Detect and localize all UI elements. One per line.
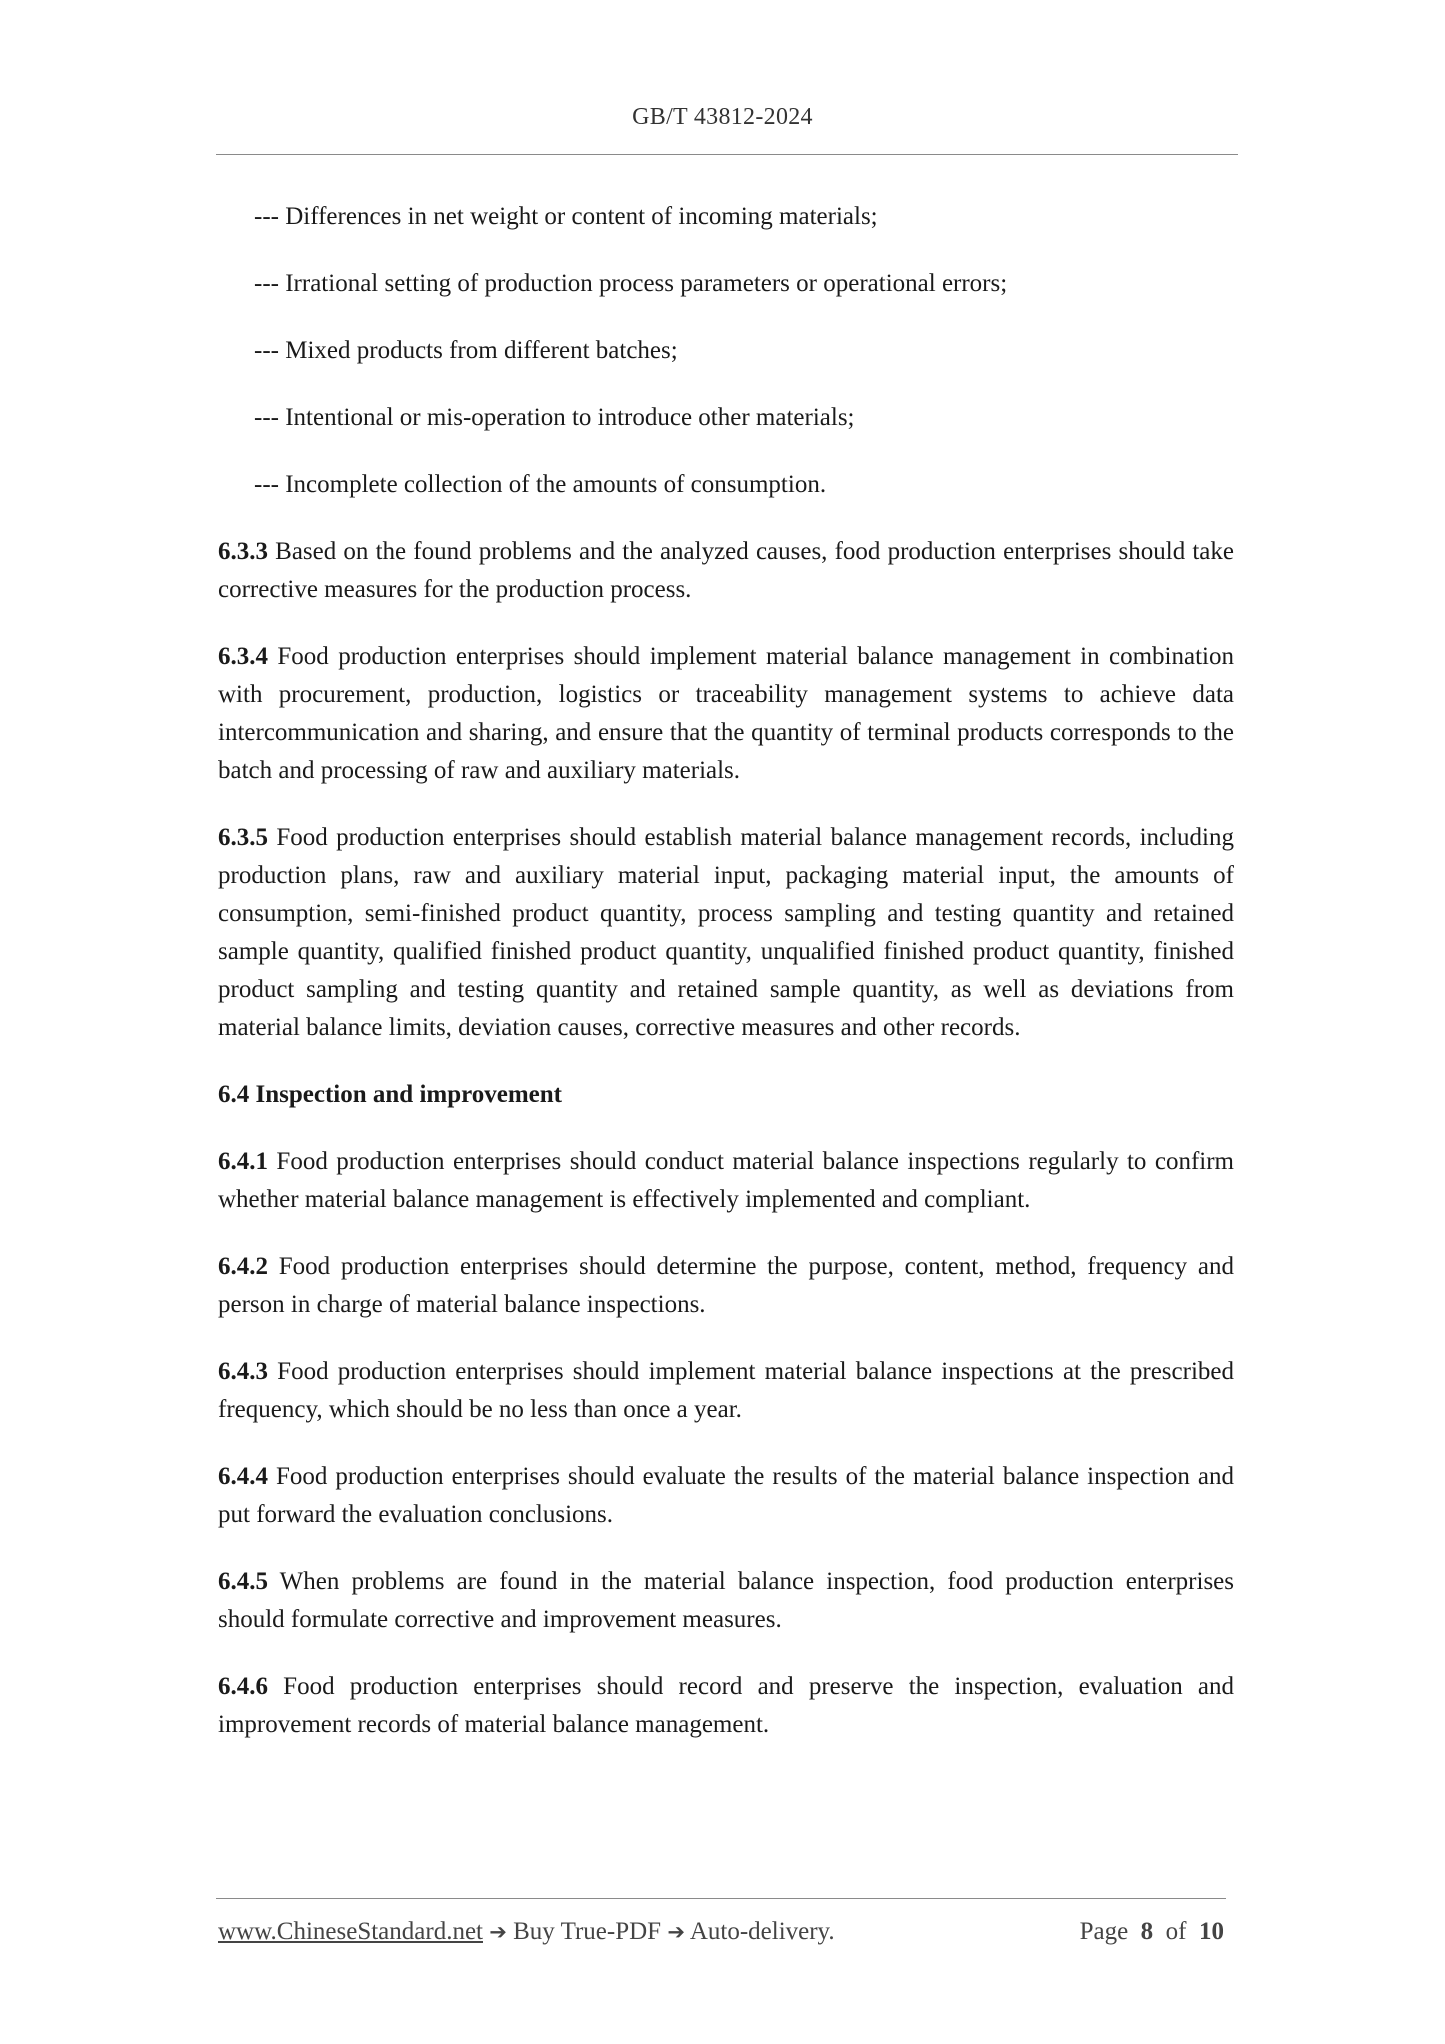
dash-item: --- Intentional or mis-operation to introduce other materials; — [254, 404, 855, 431]
clause-text: Food production enterprises should record and preserve the inspection, evaluation and improvement records of material balance management. — [218, 1673, 1234, 1738]
clause-6-4-6 — [218, 1668, 1234, 1744]
arrow-right-icon: ➔ — [667, 1920, 685, 1944]
clause-number: 6.3.4 — [218, 643, 268, 670]
website-link[interactable]: www.ChineseStandard.net — [218, 1918, 483, 1945]
clause-number: 6.4.1 — [218, 1148, 268, 1175]
document-id-header: GB/T 43812-2024 — [632, 104, 813, 130]
clause-6-3-4 — [218, 638, 1234, 790]
dash-item: --- Differences in net weight or content of incoming materials; — [254, 203, 878, 230]
clause-number: 6.4.6 — [218, 1673, 268, 1700]
clause-text: Food production enterprises should establish material balance management records, including production plans, raw and auxiliary material input, packaging material input, the amounts of consumption, semi-finished product quantity, process sampling and testing quantity and retained sample quantity, qualified finished product quantity, unqualified finished product quantity, finished product sampling and testing quantity and retained sample quantity, as well as deviations from material balance limits, deviation causes, corrective measures and other records. — [218, 824, 1234, 1041]
clause-text: Based on the found problems and the analyzed causes, food production enterprises should take corrective measures for the production process. — [218, 538, 1234, 603]
clause-text: Food production enterprises should determine the purpose, content, method, frequency and person in charge of material balance inspections. — [218, 1253, 1234, 1318]
clause-6-4-3 — [218, 1353, 1234, 1429]
section-heading-6-4: 6.4 Inspection and improvement — [218, 1081, 563, 1108]
clause-number: 6.3.5 — [218, 824, 268, 851]
footer-divider — [216, 1898, 1226, 1899]
clause-6-4-4 — [218, 1458, 1234, 1534]
clause-6-4-5 — [218, 1563, 1234, 1639]
clause-number: 6.3.3 — [218, 538, 268, 565]
buy-true-pdf-text: Buy True-PDF — [506, 1918, 668, 1945]
clause-text: Food production enterprises should evaluate the results of the material balance inspection and put forward the evaluation conclusions. — [218, 1463, 1234, 1528]
clause-text: When problems are found in the material balance inspection, food production enterprises should formulate corrective and improvement measures. — [218, 1568, 1234, 1633]
arrow-right-icon: ➔ — [489, 1920, 507, 1944]
header-divider — [216, 154, 1238, 155]
page-body — [218, 198, 1234, 1773]
of-label: of — [1165, 1918, 1187, 1945]
page-total: 10 — [1199, 1918, 1224, 1945]
page-label: Page — [1079, 1918, 1129, 1945]
clause-6-3-5 — [218, 819, 1234, 1047]
clause-number: 6.4.4 — [218, 1463, 268, 1490]
page-indicator — [1080, 1918, 1224, 1946]
auto-delivery-text: Auto-delivery. — [684, 1918, 835, 1945]
dash-item: --- Mixed products from different batches; — [254, 337, 678, 364]
clause-6-4-1 — [218, 1143, 1234, 1219]
clause-number: 6.4.2 — [218, 1253, 268, 1280]
clause-6-4-2 — [218, 1248, 1234, 1324]
clause-text: Food production enterprises should implement material balance inspections at the prescribed frequency, which should be no less than once a year. — [218, 1358, 1234, 1423]
dash-item: --- Incomplete collection of the amounts of consumption. — [254, 471, 827, 498]
clause-text: Food production enterprises should implement material balance management in combination with procurement, production, logistics or traceability management systems to achieve data intercommunication and sharing, and ensure that the quantity of terminal products corresponds to the batch and processing of raw and auxiliary materials. — [218, 643, 1234, 784]
clause-6-3-3 — [218, 533, 1234, 609]
dash-item: --- Irrational setting of production process parameters or operational errors; — [254, 270, 1008, 297]
footer-promo — [218, 1918, 835, 1946]
clause-text: Food production enterprises should conduct material balance inspections regularly to confirm whether material balance management is effectively implemented and compliant. — [218, 1148, 1234, 1213]
clause-number: 6.4.3 — [218, 1358, 268, 1385]
page-number: 8 — [1140, 1918, 1154, 1945]
clause-number: 6.4.5 — [218, 1568, 268, 1595]
